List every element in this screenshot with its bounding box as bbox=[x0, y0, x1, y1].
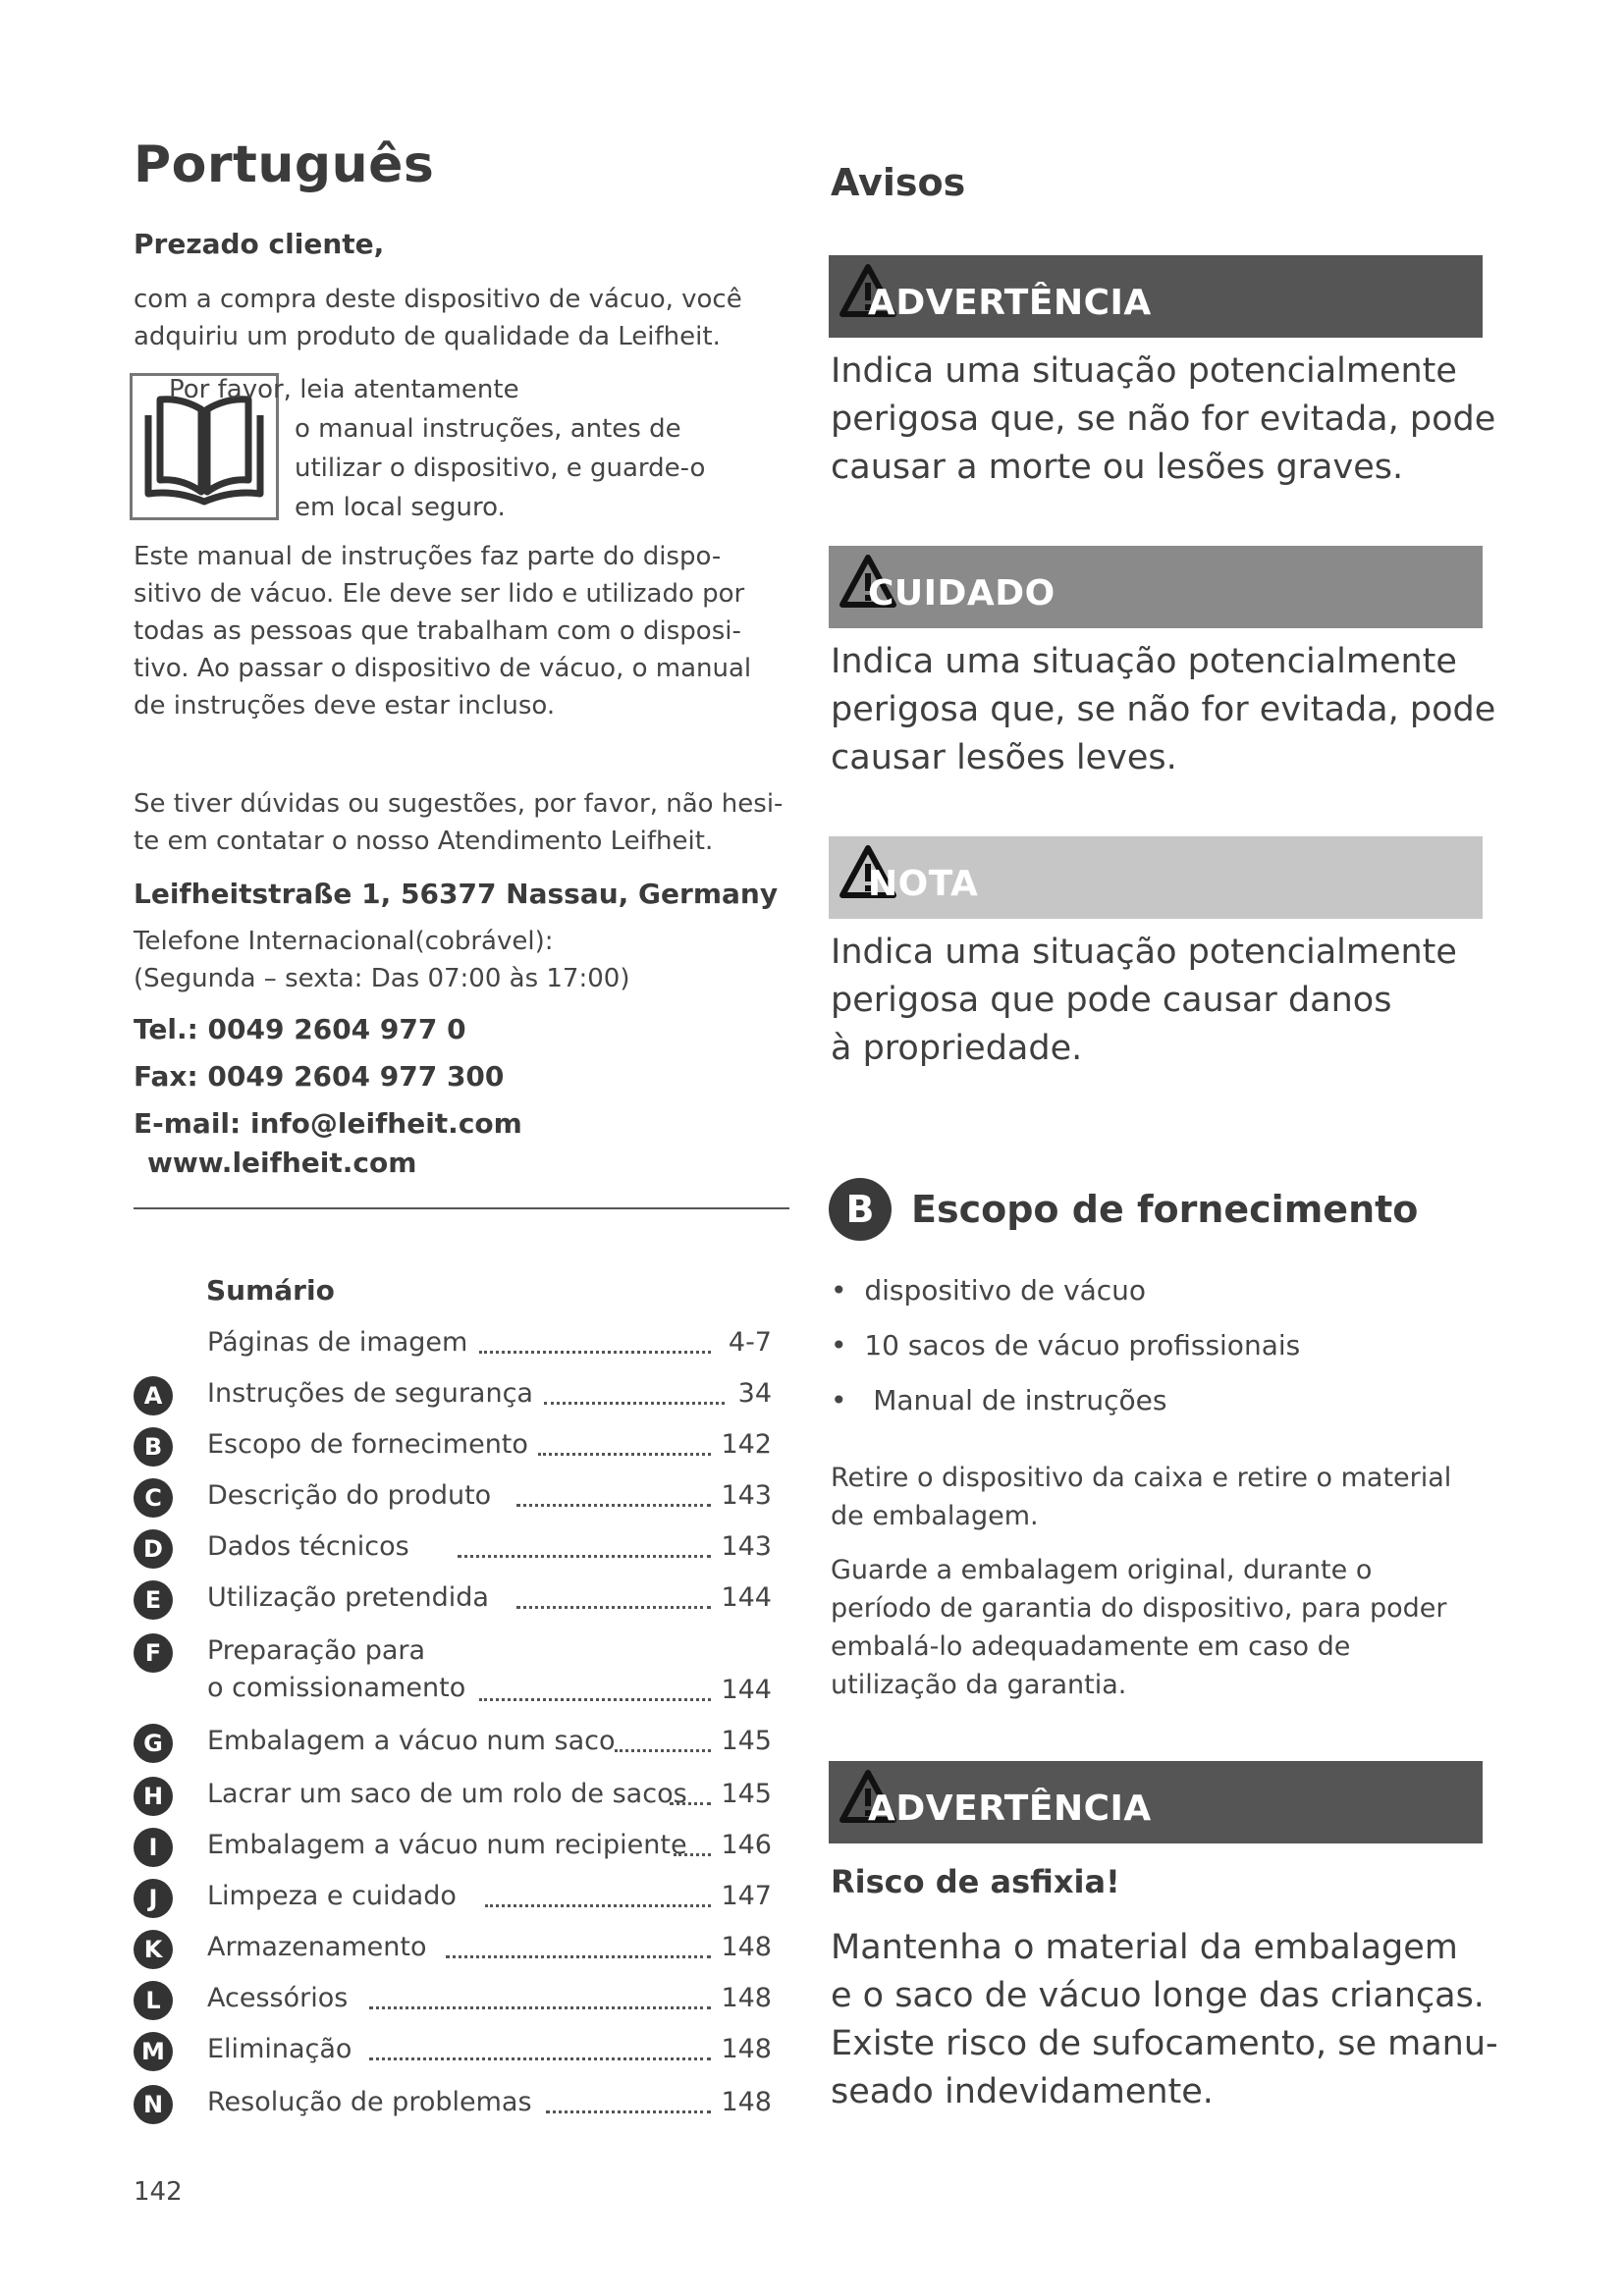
toc-item-l[interactable]: L Acessórios 148 bbox=[134, 1981, 772, 2024]
section-badge: A bbox=[134, 1376, 173, 1415]
section-badge: H bbox=[134, 1777, 173, 1816]
warning-banner: ADVERTÊNCIA bbox=[829, 255, 1483, 338]
toc-item-d[interactable]: D Dados técnicos 143 bbox=[134, 1529, 772, 1573]
caution-banner: CUIDADO bbox=[829, 546, 1483, 628]
toc-item-n[interactable]: N Resolução de problemas 148 bbox=[134, 2085, 772, 2128]
toc-item-c[interactable]: C Descrição do produto 143 bbox=[134, 1478, 772, 1522]
keep-packaging-text: Guarde a embalagem original, durante o período de garantia do dispositivo, para poder embalá-lo adequadamente em caso de utilização da garantia. bbox=[831, 1555, 1447, 1700]
asphyxia-subtitle: Risco de asfixia! bbox=[831, 1863, 1120, 1900]
address: Leifheitstraße 1, 56377 Nassau, Germany bbox=[134, 878, 779, 910]
remove-packaging-text: Retire o dispositivo da caixa e retire o material de embalagem. bbox=[831, 1463, 1452, 1531]
list-item: • dispositivo de vácuo bbox=[831, 1274, 1146, 1307]
toc-item-b[interactable]: B Escopo de fornecimento 142 bbox=[134, 1427, 772, 1470]
greeting: Prezado cliente, bbox=[134, 228, 385, 260]
asphyxia-text: Mantenha o material da embalagem e o saco de vácuo longe das crianças. Existe risco de sufocamento, se manu- seado indevidamente. bbox=[831, 1928, 1498, 2111]
toc-item-a[interactable]: A Instruções de segurança 34 bbox=[134, 1376, 772, 1419]
toc-item-m[interactable]: M Eliminação 148 bbox=[134, 2032, 772, 2075]
section-badge: B bbox=[134, 1427, 173, 1467]
fax: Fax: 0049 2604 977 300 bbox=[134, 1060, 505, 1093]
website-link[interactable]: www.leifheit.com bbox=[147, 1147, 417, 1179]
section-badge: D bbox=[134, 1529, 173, 1569]
manual-paragraph: Este manual de instruções faz parte do dispo- sitivo de vácuo. Ele deve ser lido e utilizado por todas as pessoas que trabalham com o disposi- tivo. Ao passar o dispositivo de vácuo, o manual de instruções deve estar incluso. bbox=[134, 542, 752, 721]
read-manual-text: o manual instruções, antes de utilizar o dispositivo, e guarde-o em local seguro. bbox=[295, 414, 706, 522]
toc-item-h[interactable]: H Lacrar um saco de um rolo de sacos 145 bbox=[134, 1777, 772, 1820]
section-badge: M bbox=[134, 2032, 173, 2071]
section-badge: K bbox=[134, 1930, 173, 1969]
email-link[interactable]: E-mail: info@leifheit.com bbox=[134, 1107, 522, 1140]
toc-item-e[interactable]: E Utilização pretendida 144 bbox=[134, 1580, 772, 1624]
toc-item-g[interactable]: G Embalagem a vácuo num saco 145 bbox=[134, 1724, 772, 1767]
section-badge: F bbox=[134, 1633, 173, 1673]
section-badge: J bbox=[134, 1879, 173, 1918]
telephone: Tel.: 0049 2604 977 0 bbox=[134, 1013, 466, 1045]
note-text: Indica uma situação potencialmente perigosa que pode causar danos à propriedade. bbox=[831, 933, 1457, 1068]
warning-text: Indica uma situação potencialmente perigosa que, se não for evitada, pode causar a morte ou lesões graves. bbox=[831, 351, 1496, 487]
note-banner: NOTA bbox=[829, 836, 1483, 919]
phone-info: Telefone Internacional(cobrável): (Segunda – sexta: Das 07:00 às 17:00) bbox=[134, 927, 630, 993]
toc-item-i[interactable]: I Embalagem a vácuo num recipiente 146 bbox=[134, 1828, 772, 1871]
page-number: 142 bbox=[134, 2177, 183, 2207]
toc-item-j[interactable]: J Limpeza e cuidado 147 bbox=[134, 1879, 772, 1922]
section-badge: E bbox=[134, 1580, 173, 1620]
list-item: • 10 sacos de vácuo profissionais bbox=[831, 1329, 1301, 1362]
list-item: • Manual de instruções bbox=[831, 1384, 1167, 1416]
warning-banner-2: ADVERTÊNCIA bbox=[829, 1761, 1483, 1843]
toc-item-image-pages[interactable]: Páginas de imagem 4-7 bbox=[207, 1327, 772, 1358]
toc-item-f[interactable]: F Preparação para o comissionamento 144 bbox=[134, 1633, 772, 1716]
divider bbox=[134, 1207, 789, 1209]
contact-paragraph: Se tiver dúvidas ou sugestões, por favor, não hesi- te em contatar o nosso Atendimento Leifheit. bbox=[134, 789, 784, 856]
caution-text: Indica uma situação potencialmente perigosa que, se não for evitada, pode causar lesões leves. bbox=[831, 642, 1496, 777]
section-badge: L bbox=[134, 1981, 173, 2020]
scope-heading: Escopo de fornecimento bbox=[911, 1188, 1419, 1231]
warnings-heading: Avisos bbox=[831, 161, 966, 204]
read-manual-line1: Por favor, leia atentamente bbox=[169, 375, 519, 404]
section-badge: C bbox=[134, 1478, 173, 1518]
toc-item-k[interactable]: K Armazenamento 148 bbox=[134, 1930, 772, 1973]
section-badge: N bbox=[134, 2085, 173, 2124]
section-b-badge: B bbox=[829, 1178, 892, 1241]
section-badge: I bbox=[134, 1828, 173, 1867]
section-badge: G bbox=[134, 1724, 173, 1763]
page-title: Português bbox=[134, 135, 435, 194]
intro-text: com a compra deste dispositivo de vácuo, você adquiriu um produto de qualidade da Leifheit. bbox=[134, 285, 742, 351]
toc-heading: Sumário bbox=[206, 1274, 335, 1307]
